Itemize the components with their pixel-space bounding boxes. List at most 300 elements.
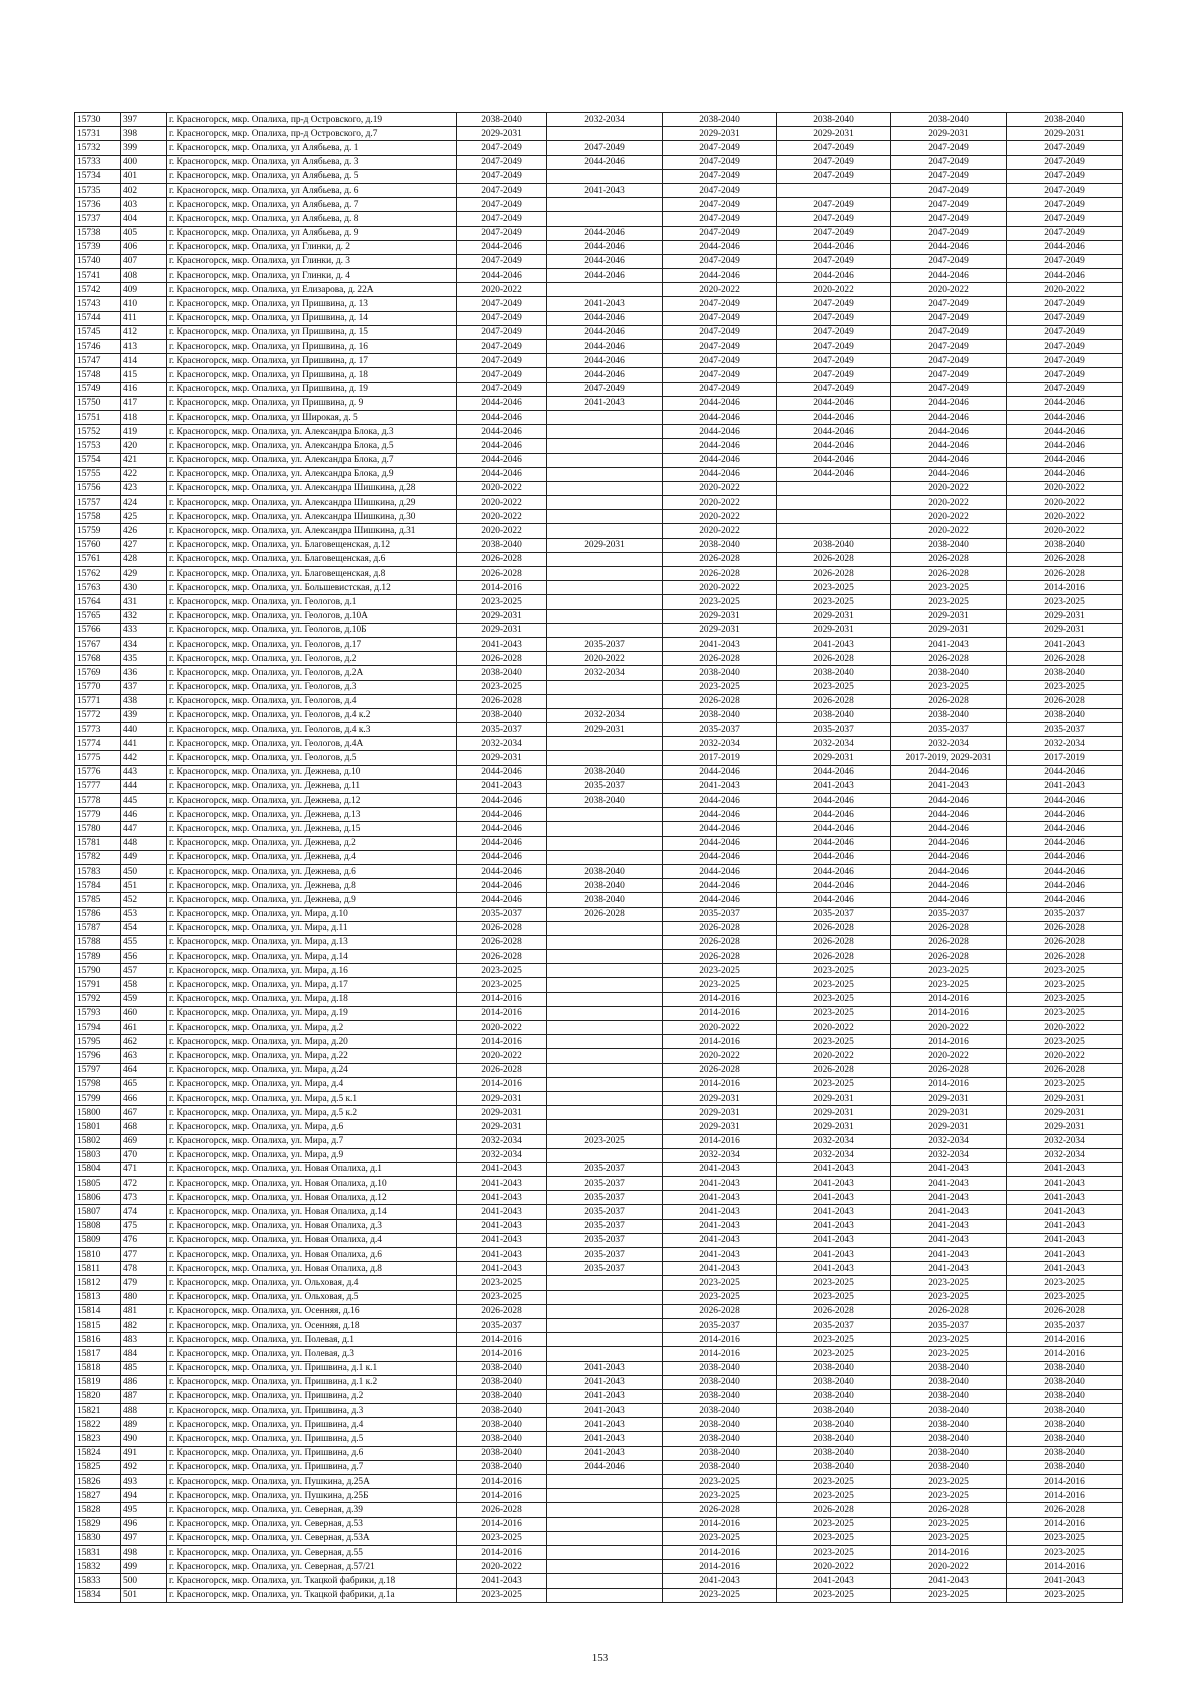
address-cell: г. Красногорск, мкр. Опалиха, ул. Дежнева, д.11 <box>167 779 457 793</box>
address-cell: г. Красногорск, мкр. Опалиха, ул. Дежнева, д.2 <box>167 836 457 850</box>
period-cell-2: 2035-2037 <box>547 1177 663 1191</box>
period-cell-2 <box>547 1148 663 1162</box>
item-number-cell: 426 <box>121 524 167 538</box>
address-cell: г. Красногорск, мкр. Опалиха, ул. Пришвина, д.1 к.1 <box>167 1361 457 1375</box>
period-cell-6: 2023-2025 <box>1007 1545 1123 1559</box>
address-cell: г. Красногорск, мкр. Опалиха, ул. Северная, д.53А <box>167 1531 457 1545</box>
item-number-cell: 490 <box>121 1432 167 1446</box>
item-number-cell: 488 <box>121 1404 167 1418</box>
item-number-cell: 397 <box>121 113 167 127</box>
row-number-cell: 15821 <box>75 1404 121 1418</box>
period-cell-6: 2041-2043 <box>1007 1262 1123 1276</box>
row-number-cell: 15735 <box>75 183 121 197</box>
table-row <box>75 141 1123 155</box>
period-cell-5: 2047-2049 <box>891 155 1007 169</box>
address-cell: г. Красногорск, мкр. Опалиха, ул Глинки, д. 3 <box>167 254 457 268</box>
item-number-cell: 410 <box>121 297 167 311</box>
period-cell-4: 2023-2025 <box>777 1588 891 1602</box>
period-cell-6: 2041-2043 <box>1007 1205 1123 1219</box>
address-cell: г. Красногорск, мкр. Опалиха, ул. Новая Опалиха, д.10 <box>167 1177 457 1191</box>
period-cell-3: 2014-2016 <box>663 1006 777 1020</box>
period-cell-2 <box>547 481 663 495</box>
period-cell-1: 2032-2034 <box>457 1148 547 1162</box>
address-cell: г. Красногорск, мкр. Опалиха, ул. Полевая, д.1 <box>167 1333 457 1347</box>
period-cell-5: 2047-2049 <box>891 325 1007 339</box>
period-cell-1: 2047-2049 <box>457 311 547 325</box>
table-row <box>75 1347 1123 1361</box>
address-cell: г. Красногорск, мкр. Опалиха, ул. Геологов, д.4А <box>167 737 457 751</box>
address-cell: г. Красногорск, мкр. Опалиха, ул Алябьева, д. 5 <box>167 169 457 183</box>
period-cell-4: 2044-2046 <box>777 808 891 822</box>
period-cell-4: 2041-2043 <box>777 1219 891 1233</box>
table-row <box>75 439 1123 453</box>
period-cell-4: 2029-2031 <box>777 609 891 623</box>
period-cell-5: 2038-2040 <box>891 708 1007 722</box>
table-row <box>75 283 1123 297</box>
table-row <box>75 1531 1123 1545</box>
row-number-cell: 15808 <box>75 1219 121 1233</box>
period-cell-3: 2020-2022 <box>663 1021 777 1035</box>
item-number-cell: 434 <box>121 637 167 651</box>
row-number-cell: 15739 <box>75 240 121 254</box>
period-cell-4 <box>777 496 891 510</box>
item-number-cell: 437 <box>121 680 167 694</box>
address-cell: г. Красногорск, мкр. Опалиха, ул. Северная, д.55 <box>167 1545 457 1559</box>
period-cell-5: 2032-2034 <box>891 737 1007 751</box>
period-cell-5: 2044-2046 <box>891 879 1007 893</box>
address-cell: г. Красногорск, мкр. Опалиха, ул. Мира, д.22 <box>167 1049 457 1063</box>
item-number-cell: 462 <box>121 1035 167 1049</box>
period-cell-3: 2041-2043 <box>663 1262 777 1276</box>
table-row <box>75 311 1123 325</box>
period-cell-2 <box>547 1077 663 1091</box>
period-cell-6: 2023-2025 <box>1007 1290 1123 1304</box>
row-number-cell: 15818 <box>75 1361 121 1375</box>
period-cell-2 <box>547 453 663 467</box>
period-cell-1: 2047-2049 <box>457 212 547 226</box>
period-cell-4: 2026-2028 <box>777 921 891 935</box>
item-number-cell: 492 <box>121 1460 167 1474</box>
table-row <box>75 822 1123 836</box>
period-cell-2 <box>547 808 663 822</box>
address-cell: г. Красногорск, мкр. Опалиха, ул. Дежнева, д.8 <box>167 879 457 893</box>
address-cell: г. Красногорск, мкр. Опалиха, ул Елизарова, д. 22А <box>167 283 457 297</box>
period-cell-5: 2023-2025 <box>891 1588 1007 1602</box>
row-number-cell: 15815 <box>75 1318 121 1332</box>
period-cell-4: 2023-2025 <box>777 1347 891 1361</box>
period-cell-3: 2041-2043 <box>663 1162 777 1176</box>
table-row <box>75 1035 1123 1049</box>
address-cell: г. Красногорск, мкр. Опалиха, ул. Новая Опалиха, д.14 <box>167 1205 457 1219</box>
period-cell-6: 2023-2025 <box>1007 964 1123 978</box>
period-cell-4: 2038-2040 <box>777 113 891 127</box>
address-cell: г. Красногорск, мкр. Опалиха, ул. Мира, д.14 <box>167 950 457 964</box>
period-cell-2: 2041-2043 <box>547 1432 663 1446</box>
period-cell-2 <box>547 1304 663 1318</box>
period-cell-2 <box>547 467 663 481</box>
period-cell-1: 2023-2025 <box>457 1276 547 1290</box>
row-number-cell: 15833 <box>75 1574 121 1588</box>
period-cell-4: 2041-2043 <box>777 779 891 793</box>
period-cell-3: 2044-2046 <box>663 467 777 481</box>
table-row <box>75 808 1123 822</box>
period-cell-5: 2047-2049 <box>891 198 1007 212</box>
period-cell-6: 2041-2043 <box>1007 779 1123 793</box>
period-cell-3: 2014-2016 <box>663 1134 777 1148</box>
period-cell-5: 2044-2046 <box>891 822 1007 836</box>
period-cell-2: 2041-2043 <box>547 1404 663 1418</box>
period-cell-5: 2041-2043 <box>891 1162 1007 1176</box>
period-cell-2: 2041-2043 <box>547 1375 663 1389</box>
period-cell-6: 2044-2046 <box>1007 439 1123 453</box>
period-cell-5: 2020-2022 <box>891 524 1007 538</box>
period-cell-1: 2047-2049 <box>457 354 547 368</box>
item-number-cell: 447 <box>121 822 167 836</box>
period-cell-5: 2023-2025 <box>891 1517 1007 1531</box>
period-cell-5: 2047-2049 <box>891 368 1007 382</box>
period-cell-5: 2023-2025 <box>891 595 1007 609</box>
row-number-cell: 15804 <box>75 1162 121 1176</box>
period-cell-4: 2026-2028 <box>777 950 891 964</box>
period-cell-1: 2026-2028 <box>457 652 547 666</box>
period-cell-6: 2038-2040 <box>1007 1418 1123 1432</box>
item-number-cell: 420 <box>121 439 167 453</box>
table-row <box>75 893 1123 907</box>
period-cell-4: 2044-2046 <box>777 453 891 467</box>
period-cell-5: 2029-2031 <box>891 1106 1007 1120</box>
period-cell-6: 2020-2022 <box>1007 283 1123 297</box>
period-cell-5: 2044-2046 <box>891 240 1007 254</box>
period-cell-1: 2041-2043 <box>457 1205 547 1219</box>
item-number-cell: 489 <box>121 1418 167 1432</box>
page-number: 153 <box>591 1652 609 1664</box>
item-number-cell: 483 <box>121 1333 167 1347</box>
period-cell-2 <box>547 552 663 566</box>
address-cell: г. Красногорск, мкр. Опалиха, ул. Александра Блока, д.9 <box>167 467 457 481</box>
item-number-cell: 451 <box>121 879 167 893</box>
period-cell-4: 2023-2025 <box>777 1489 891 1503</box>
period-cell-3: 2029-2031 <box>663 623 777 637</box>
item-number-cell: 440 <box>121 723 167 737</box>
period-cell-2: 2041-2043 <box>547 183 663 197</box>
table-row <box>75 1574 1123 1588</box>
row-number-cell: 15730 <box>75 113 121 127</box>
period-cell-3: 2047-2049 <box>663 169 777 183</box>
address-cell: г. Красногорск, мкр. Опалиха, ул. Новая Опалиха, д.8 <box>167 1262 457 1276</box>
period-cell-5: 2044-2046 <box>891 794 1007 808</box>
period-cell-2: 2035-2037 <box>547 1262 663 1276</box>
period-cell-3: 2014-2016 <box>663 1035 777 1049</box>
table-body <box>75 113 1123 1603</box>
period-cell-4: 2038-2040 <box>777 1361 891 1375</box>
period-cell-4: 2044-2046 <box>777 240 891 254</box>
period-cell-2 <box>547 1318 663 1332</box>
row-number-cell: 15734 <box>75 169 121 183</box>
period-cell-3: 2026-2028 <box>663 567 777 581</box>
period-cell-5: 2047-2049 <box>891 382 1007 396</box>
period-cell-5: 2026-2028 <box>891 1503 1007 1517</box>
period-cell-2 <box>547 836 663 850</box>
item-number-cell: 455 <box>121 935 167 949</box>
row-number-cell: 15755 <box>75 467 121 481</box>
address-cell: г. Красногорск, мкр. Опалиха, ул. Новая Опалиха, д.6 <box>167 1248 457 1262</box>
period-cell-2: 2020-2022 <box>547 652 663 666</box>
period-cell-5: 2035-2037 <box>891 723 1007 737</box>
period-cell-6: 2044-2046 <box>1007 864 1123 878</box>
period-cell-4: 2032-2034 <box>777 737 891 751</box>
item-number-cell: 494 <box>121 1489 167 1503</box>
item-number-cell: 480 <box>121 1290 167 1304</box>
period-cell-6: 2026-2028 <box>1007 921 1123 935</box>
period-cell-6: 2047-2049 <box>1007 198 1123 212</box>
period-cell-5: 2038-2040 <box>891 1375 1007 1389</box>
period-cell-2: 2038-2040 <box>547 864 663 878</box>
period-cell-4: 2041-2043 <box>777 637 891 651</box>
period-cell-1: 2041-2043 <box>457 1191 547 1205</box>
address-cell: г. Красногорск, мкр. Опалиха, ул. Пришвина, д.1 к.2 <box>167 1375 457 1389</box>
address-cell: г. Красногорск, мкр. Опалиха, ул. Мира, д.11 <box>167 921 457 935</box>
period-cell-4: 2038-2040 <box>777 1418 891 1432</box>
period-cell-5: 2038-2040 <box>891 1446 1007 1460</box>
period-cell-5: 2047-2049 <box>891 226 1007 240</box>
item-number-cell: 463 <box>121 1049 167 1063</box>
period-cell-4: 2035-2037 <box>777 723 891 737</box>
row-number-cell: 15772 <box>75 708 121 722</box>
period-cell-4: 2029-2031 <box>777 127 891 141</box>
period-cell-1: 2044-2046 <box>457 410 547 424</box>
row-number-cell: 15805 <box>75 1177 121 1191</box>
item-number-cell: 461 <box>121 1021 167 1035</box>
period-cell-6: 2047-2049 <box>1007 354 1123 368</box>
period-cell-2: 2041-2043 <box>547 396 663 410</box>
period-cell-3: 2026-2028 <box>663 950 777 964</box>
period-cell-1: 2044-2046 <box>457 467 547 481</box>
row-number-cell: 15744 <box>75 311 121 325</box>
address-cell: г. Красногорск, мкр. Опалиха, ул Алябьева, д. 1 <box>167 141 457 155</box>
address-cell: г. Красногорск, мкр. Опалиха, ул. Мира, д.19 <box>167 1006 457 1020</box>
row-number-cell: 15802 <box>75 1134 121 1148</box>
period-cell-4: 2047-2049 <box>777 340 891 354</box>
period-cell-1: 2023-2025 <box>457 978 547 992</box>
period-cell-5: 2020-2022 <box>891 510 1007 524</box>
period-cell-2 <box>547 978 663 992</box>
period-cell-2 <box>547 1106 663 1120</box>
period-cell-1: 2047-2049 <box>457 340 547 354</box>
period-cell-5: 2020-2022 <box>891 481 1007 495</box>
item-number-cell: 425 <box>121 510 167 524</box>
period-cell-5: 2023-2025 <box>891 1290 1007 1304</box>
row-number-cell: 15764 <box>75 595 121 609</box>
period-cell-6: 2047-2049 <box>1007 169 1123 183</box>
period-cell-1: 2041-2043 <box>457 779 547 793</box>
period-cell-2: 2035-2037 <box>547 779 663 793</box>
table-row <box>75 992 1123 1006</box>
address-cell: г. Красногорск, мкр. Опалиха, ул. Пришвина, д.2 <box>167 1389 457 1403</box>
item-number-cell: 491 <box>121 1446 167 1460</box>
table-row <box>75 113 1123 127</box>
period-cell-4: 2047-2049 <box>777 325 891 339</box>
address-cell: г. Красногорск, мкр. Опалиха, ул. Геологов, д.4 к.2 <box>167 708 457 722</box>
item-number-cell: 406 <box>121 240 167 254</box>
period-cell-3: 2044-2046 <box>663 410 777 424</box>
item-number-cell: 422 <box>121 467 167 481</box>
address-cell: г. Красногорск, мкр. Опалиха, ул. Новая Опалиха, д.4 <box>167 1233 457 1247</box>
period-cell-4: 2026-2028 <box>777 652 891 666</box>
address-cell: г. Красногорск, мкр. Опалиха, ул. Геологов, д.4 к.3 <box>167 723 457 737</box>
item-number-cell: 469 <box>121 1134 167 1148</box>
row-number-cell: 15832 <box>75 1560 121 1574</box>
period-cell-3: 2038-2040 <box>663 1432 777 1446</box>
table-row <box>75 155 1123 169</box>
period-cell-2 <box>547 425 663 439</box>
row-number-cell: 15749 <box>75 382 121 396</box>
item-number-cell: 500 <box>121 1574 167 1588</box>
period-cell-6: 2014-2016 <box>1007 1347 1123 1361</box>
period-cell-1: 2014-2016 <box>457 1333 547 1347</box>
period-cell-1: 2044-2046 <box>457 893 547 907</box>
address-cell: г. Красногорск, мкр. Опалиха, ул. Благовещенская, д.12 <box>167 538 457 552</box>
period-cell-5: 2041-2043 <box>891 637 1007 651</box>
table-row <box>75 1134 1123 1148</box>
period-cell-1: 2044-2046 <box>457 240 547 254</box>
period-cell-4 <box>777 183 891 197</box>
table-row <box>75 169 1123 183</box>
row-number-cell: 15798 <box>75 1077 121 1091</box>
period-cell-4: 2035-2037 <box>777 907 891 921</box>
item-number-cell: 475 <box>121 1219 167 1233</box>
period-cell-6: 2041-2043 <box>1007 1219 1123 1233</box>
row-number-cell: 15792 <box>75 992 121 1006</box>
period-cell-4: 2026-2028 <box>777 1503 891 1517</box>
row-number-cell: 15796 <box>75 1049 121 1063</box>
period-cell-3: 2014-2016 <box>663 1347 777 1361</box>
address-cell: г. Красногорск, мкр. Опалиха, ул. Северная, д.57/21 <box>167 1560 457 1574</box>
period-cell-1: 2020-2022 <box>457 510 547 524</box>
period-cell-3: 2044-2046 <box>663 765 777 779</box>
period-cell-6: 2038-2040 <box>1007 1361 1123 1375</box>
period-cell-5: 2044-2046 <box>891 765 1007 779</box>
period-cell-2: 2032-2034 <box>547 113 663 127</box>
period-cell-1: 2044-2046 <box>457 879 547 893</box>
address-cell: г. Красногорск, мкр. Опалиха, ул. Пришвина, д.7 <box>167 1460 457 1474</box>
period-cell-6: 2038-2040 <box>1007 1389 1123 1403</box>
period-cell-2: 2044-2046 <box>547 340 663 354</box>
period-cell-6: 2047-2049 <box>1007 311 1123 325</box>
period-cell-6: 2047-2049 <box>1007 183 1123 197</box>
period-cell-6: 2047-2049 <box>1007 254 1123 268</box>
period-cell-3: 2044-2046 <box>663 864 777 878</box>
item-number-cell: 498 <box>121 1545 167 1559</box>
period-cell-1: 2041-2043 <box>457 1177 547 1191</box>
period-cell-5: 2038-2040 <box>891 1432 1007 1446</box>
period-cell-4: 2047-2049 <box>777 297 891 311</box>
item-number-cell: 501 <box>121 1588 167 1602</box>
table-row <box>75 1219 1123 1233</box>
item-number-cell: 409 <box>121 283 167 297</box>
address-cell: г. Красногорск, мкр. Опалиха, ул. Ткацкой фабрики, д.18 <box>167 1574 457 1588</box>
period-cell-1: 2038-2040 <box>457 1460 547 1474</box>
table-row <box>75 1063 1123 1077</box>
item-number-cell: 453 <box>121 907 167 921</box>
item-number-cell: 459 <box>121 992 167 1006</box>
period-cell-4: 2023-2025 <box>777 1475 891 1489</box>
period-cell-4: 2023-2025 <box>777 992 891 1006</box>
period-cell-6: 2029-2031 <box>1007 609 1123 623</box>
period-cell-4: 2032-2034 <box>777 1134 891 1148</box>
row-number-cell: 15785 <box>75 893 121 907</box>
table-row <box>75 396 1123 410</box>
period-cell-2 <box>547 1560 663 1574</box>
table-row <box>75 1191 1123 1205</box>
period-cell-5: 2032-2034 <box>891 1148 1007 1162</box>
item-number-cell: 484 <box>121 1347 167 1361</box>
address-cell: г. Красногорск, мкр. Опалиха, ул. Осенняя, д.16 <box>167 1304 457 1318</box>
period-cell-5: 2026-2028 <box>891 567 1007 581</box>
table-row <box>75 637 1123 651</box>
period-cell-6: 2038-2040 <box>1007 1375 1123 1389</box>
period-cell-5: 2026-2028 <box>891 1304 1007 1318</box>
period-cell-1: 2023-2025 <box>457 964 547 978</box>
period-cell-3: 2038-2040 <box>663 113 777 127</box>
row-number-cell: 15777 <box>75 779 121 793</box>
row-number-cell: 15770 <box>75 680 121 694</box>
period-cell-5: 2038-2040 <box>891 113 1007 127</box>
period-cell-1: 2047-2049 <box>457 183 547 197</box>
period-cell-4: 2047-2049 <box>777 382 891 396</box>
period-cell-5: 2041-2043 <box>891 1191 1007 1205</box>
item-number-cell: 403 <box>121 198 167 212</box>
period-cell-6: 2044-2046 <box>1007 410 1123 424</box>
period-cell-3: 2041-2043 <box>663 1574 777 1588</box>
period-cell-6: 2023-2025 <box>1007 595 1123 609</box>
period-cell-3: 2047-2049 <box>663 254 777 268</box>
row-number-cell: 15740 <box>75 254 121 268</box>
period-cell-4: 2020-2022 <box>777 283 891 297</box>
period-cell-5: 2044-2046 <box>891 850 1007 864</box>
period-cell-2: 2041-2043 <box>547 1418 663 1432</box>
period-cell-3: 2020-2022 <box>663 581 777 595</box>
period-cell-4: 2029-2031 <box>777 751 891 765</box>
period-cell-4 <box>777 510 891 524</box>
period-cell-2 <box>547 127 663 141</box>
period-cell-2 <box>547 1276 663 1290</box>
period-cell-3: 2038-2040 <box>663 666 777 680</box>
period-cell-5: 2047-2049 <box>891 141 1007 155</box>
period-cell-5: 2044-2046 <box>891 467 1007 481</box>
address-cell: г. Красногорск, мкр. Опалиха, ул. Дежнева, д.12 <box>167 794 457 808</box>
period-cell-3: 2041-2043 <box>663 1219 777 1233</box>
period-cell-1: 2044-2046 <box>457 864 547 878</box>
period-cell-6: 2044-2046 <box>1007 879 1123 893</box>
period-cell-5: 2047-2049 <box>891 340 1007 354</box>
item-number-cell: 427 <box>121 538 167 552</box>
period-cell-3: 2038-2040 <box>663 1361 777 1375</box>
period-cell-1: 2038-2040 <box>457 666 547 680</box>
row-number-cell: 15817 <box>75 1347 121 1361</box>
period-cell-6: 2047-2049 <box>1007 155 1123 169</box>
row-number-cell: 15809 <box>75 1233 121 1247</box>
period-cell-1: 2014-2016 <box>457 1006 547 1020</box>
address-cell: г. Красногорск, мкр. Опалиха, ул. Мира, д.18 <box>167 992 457 1006</box>
period-cell-3: 2041-2043 <box>663 779 777 793</box>
period-cell-5: 2044-2046 <box>891 864 1007 878</box>
address-cell: г. Красногорск, мкр. Опалиха, ул. Большевистская, д.12 <box>167 581 457 595</box>
period-cell-6: 2038-2040 <box>1007 1446 1123 1460</box>
period-cell-3: 2041-2043 <box>663 1205 777 1219</box>
period-cell-5: 2038-2040 <box>891 1361 1007 1375</box>
schedule-table <box>74 112 1123 1603</box>
period-cell-2: 2044-2046 <box>547 368 663 382</box>
